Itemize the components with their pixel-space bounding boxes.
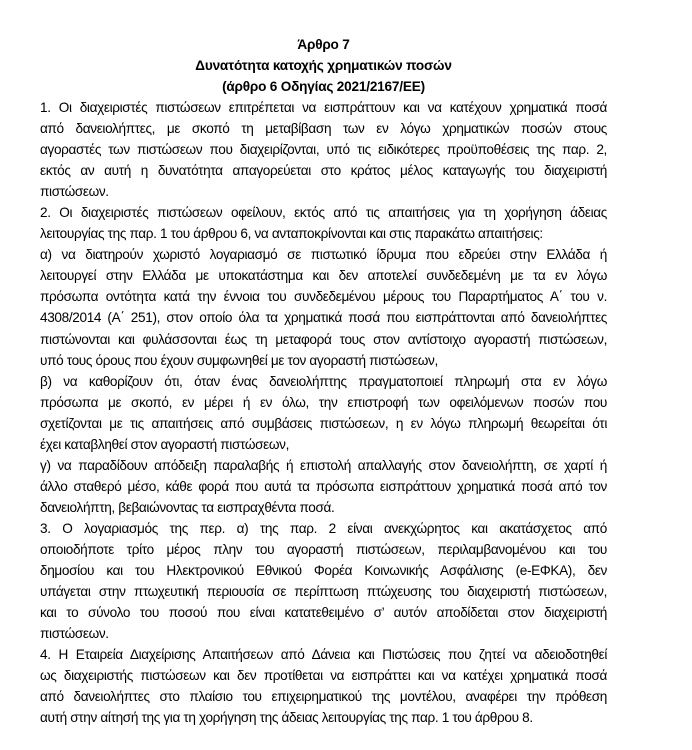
text-line: αγοραστές των πιστώσεων που διαχειρίζονται, υπό τις ειδικότερες προϋποθέσεις της παρ. 2,	[40, 142, 607, 158]
article-subtitle: Δυνατότητα κατοχής χρηματικών ποσών	[195, 58, 452, 73]
text-line: 1. Οι διαχειριστές πιστώσεων επιτρέπεται να εισπράττουν και να κατέχουν χρηματικά ποσά	[40, 100, 607, 115]
paragraph-1	[40, 97, 607, 202]
text-line: υπό τους όρους που έχουν συμφωνηθεί με τον αγοραστή πιστώσεων,	[40, 352, 438, 368]
text-line: λειτουργεί στην Ελλάδα με υποκατάστημα και δεν αποτελεί συνδεδεμένη με τα εν λόγω	[40, 268, 607, 284]
text-line: έχει καταβληθεί στον αγοραστή πιστώσεων,	[40, 436, 289, 452]
text-line: πιστώνονται και φυλάσσονται έως τη μεταφορά τους στον αντίστοιχο αγοραστή πιστώσεων,	[40, 331, 607, 347]
text-line: δανειολήπτη, βεβαιώνοντας τα εισπραχθέντα ποσά.	[40, 499, 335, 515]
text-line: δημοσίου και του Ηλεκτρονικού Εθνικού Φορέα Κοινωνικής Ασφάλισης (e-ΕΦΚΑ), δεν	[40, 563, 607, 579]
text-line: πρόσωπα οντότητα κατά την έννοια του συνδεδεμένου μέρους του Παραρτήματος Α΄ του ν.	[40, 289, 607, 305]
text-line: οποιοδήποτε τρίτο μέρος πλην του αγοραστή πιστώσεων, περιλαμβανομένου και του	[40, 541, 607, 557]
paragraph-3	[40, 518, 607, 644]
text-line: σχετίζονται με τις απαιτήσεις από συμβάσεις πιστώσεων, η εν λόγω πληρωμή θεωρείται ότι	[40, 415, 607, 431]
text-line: ως διαχειριστής πιστώσεων και δεν προτίθεται να εισπράττει και να κατέχει χρηματικά ποσά	[40, 668, 607, 684]
text-line: α) να διατηρούν χωριστό λογαριασμό σε πιστωτικό ίδρυμα που εδρεύει στην Ελλάδα ή	[40, 247, 607, 263]
paragraph-2	[40, 202, 607, 518]
text-line: εκτός αν αυτή η δυνατότητα απαγορεύεται στο κράτος μέλος καταγωγής του διαχειριστή	[40, 163, 607, 179]
text-line: 3. Ο λογαριασμός της περ. α) της παρ. 2 είναι ανεκχώρητος και ακατάσχετος από	[40, 520, 607, 536]
text-line: υπάγεται στην πτωχευτική περιουσία σε περίπτωση πτώχευσης του διαχειριστή πιστώσεων,	[40, 584, 607, 600]
text-line: από δανειολήπτες, με σκοπό τη μεταβίβαση των εν λόγω χρηματικών ποσών στους	[40, 121, 607, 137]
text-line: λειτουργίας της παρ. 1 του άρθρου 6, να ανταποκρίνονται και στις παρακάτω απαιτήσεις:	[40, 226, 543, 242]
text-line: 2. Οι διαχειριστές πιστώσεων οφείλουν, εκτός από τις απαιτήσεις για τη χορήγηση άδειας	[40, 205, 607, 221]
text-line: πιστώσεων.	[40, 184, 109, 200]
text-line: γ) να παραδίδουν απόδειξη παραλαβής ή επιστολή απαλλαγής στον δανειολήπτη, σε χαρτί ή	[40, 457, 607, 473]
text-line: και το σύνολο του ποσού που είναι κατατεθειμένο σ’ αυτόν αποδίδεται στον διαχειριστή	[40, 605, 607, 621]
text-line: 4308/2014 (Α΄ 251), στον οποίο όλα τα χρηματικά ποσά που εισπράττονται από δανειολήπτες	[40, 310, 607, 326]
article-title: Άρθρο 7	[297, 37, 350, 52]
text-line: πιστώσεων.	[40, 626, 109, 642]
document-page	[40, 34, 607, 728]
text-line: 4. Η Εταιρεία Διαχείρισης Απαιτήσεων από Δάνεια και Πιστώσεις που ζητεί να αδειοδοτηθεί	[40, 647, 607, 663]
text-line: β) να καθορίζουν ότι, όταν ένας δανειολήπτης πραγματοποιεί πληρωμή στα εν λόγω	[40, 373, 607, 389]
article-source: (άρθρο 6 Οδηγίας 2021/2167/ΕΕ)	[222, 79, 425, 94]
paragraph-4	[40, 644, 607, 728]
text-line: πρόσωπα με σκοπό, εν μέρει ή εν όλω, την επιστροφή των οφειλόμενων ποσών που	[40, 394, 607, 410]
text-line: αυτή στην αίτησή της για τη χορήγηση της άδειας λειτουργίας της παρ. 1 του άρθρου 8.	[40, 710, 533, 726]
text-line: από δανειολήπτες στο πλαίσιο του επιχειρηματικού της μοντέλου, αναφέρει την πρόθεση	[40, 689, 607, 705]
text-line: άλλο σταθερό μέσο, κάθε φορά που αυτά τα πρόσωπα εισπράττουν χρηματικά ποσά από τον	[40, 478, 607, 494]
article-body	[40, 97, 607, 728]
